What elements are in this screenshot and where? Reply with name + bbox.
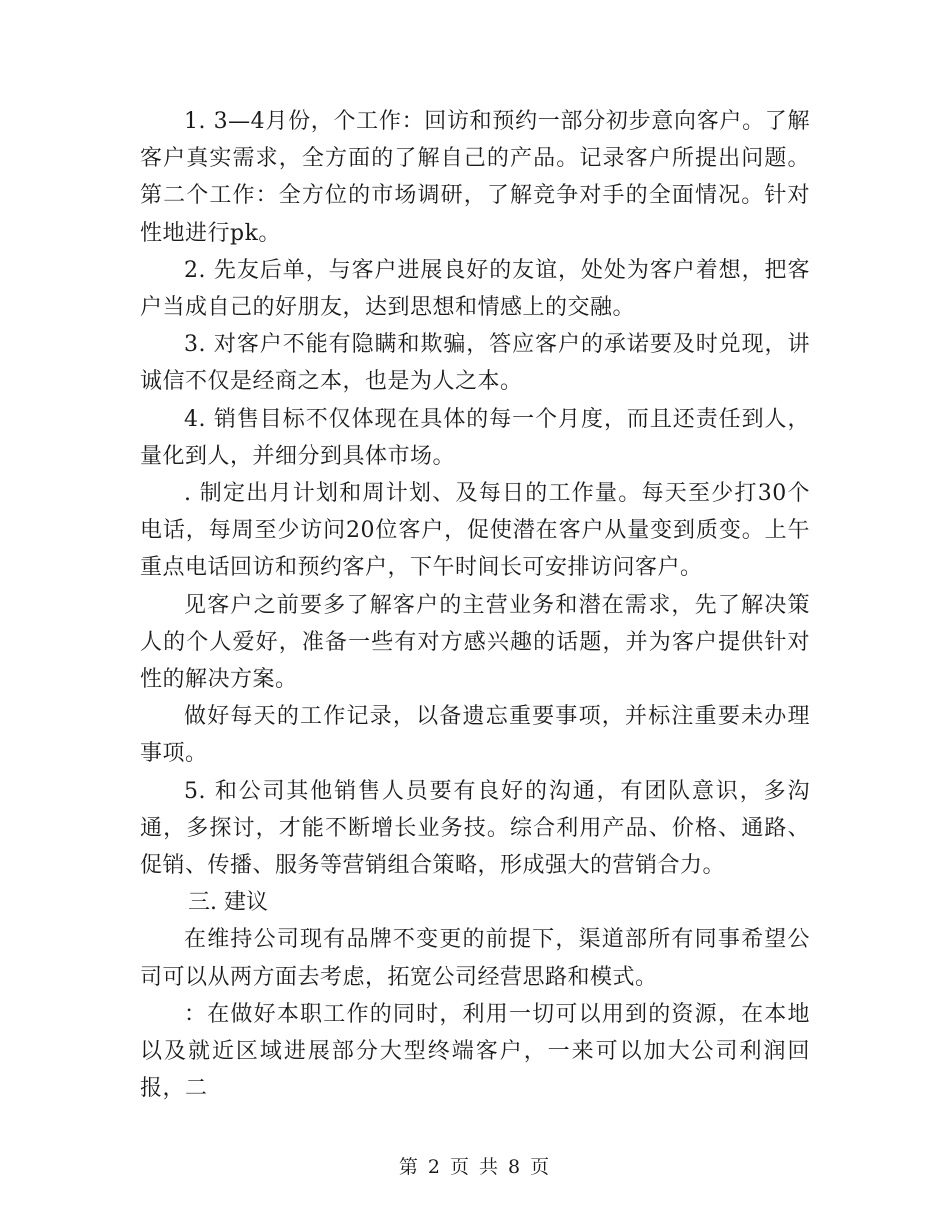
page-body bbox=[140, 103, 810, 1107]
paragraph-2: 2. 先友后单，与客户进展良好的友谊，处处为客户着想，把客户当成自己的好朋友，达到思想和情感上的交融。 bbox=[140, 257, 810, 321]
paragraph-7: 做好每天的工作记录，以备遗忘重要事项，并标注重要未办理事项。 bbox=[140, 704, 810, 767]
paragraph-5: . 制定出月计划和周计划、及每日的工作量。每天至少打30个电话，每周至少访问20位客户，促使潜在客户从量变到质变。上午重点电话回访和预约客户，下午时间长可安排访问客户。 bbox=[140, 481, 810, 581]
page-number-footer: 第 2 页 共 8 页 bbox=[398, 1156, 552, 1178]
paragraph-1: 1. 3—4月份，个工作：回访和预约一部分初步意向客户。了解客户真实需求，全方面的了解自己的产品。记录客户所提出问题。第二个工作：全方位的市场调研，了解竞争对手的全面情况。针对性地进行pk。 bbox=[140, 109, 810, 246]
paragraph-4: 4. 销售目标不仅体现在具体的每一个月度，而且还责任到人，量化到人，并细分到具体市场。 bbox=[140, 406, 810, 469]
paragraph-8: 5. 和公司其他销售人员要有良好的沟通，有团队意识，多沟通，多探讨，才能不断增长业务技。综合利用产品、价格、通路、促销、传播、服务等营销组合策略，形成强大的营销合力。 bbox=[140, 778, 810, 879]
paragraph-9: 在维持公司现有品牌不变更的前提下，渠道部所有同事希望公司可以从两方面去考虑，拓宽公司经营思路和模式。 bbox=[140, 927, 810, 990]
paragraph-6: 见客户之前要多了解客户的主营业务和潜在需求，先了解决策人的个人爱好，准备一些有对方感兴趣的话题，并为客户提供针对性的解决方案。 bbox=[140, 592, 810, 693]
paragraph-3: 3. 对客户不能有隐瞒和欺骗，答应客户的承诺要及时兑现，讲诚信不仅是经商之本，也是为人之本。 bbox=[140, 332, 810, 395]
section-heading: 三. 建议 bbox=[188, 890, 268, 916]
paragraph-10: ：在做好本职工作的同时，利用一切可以用到的资源，在本地以及就近区域进展部分大型终端客户，一来可以加大公司利润回报，二 bbox=[140, 1001, 810, 1102]
